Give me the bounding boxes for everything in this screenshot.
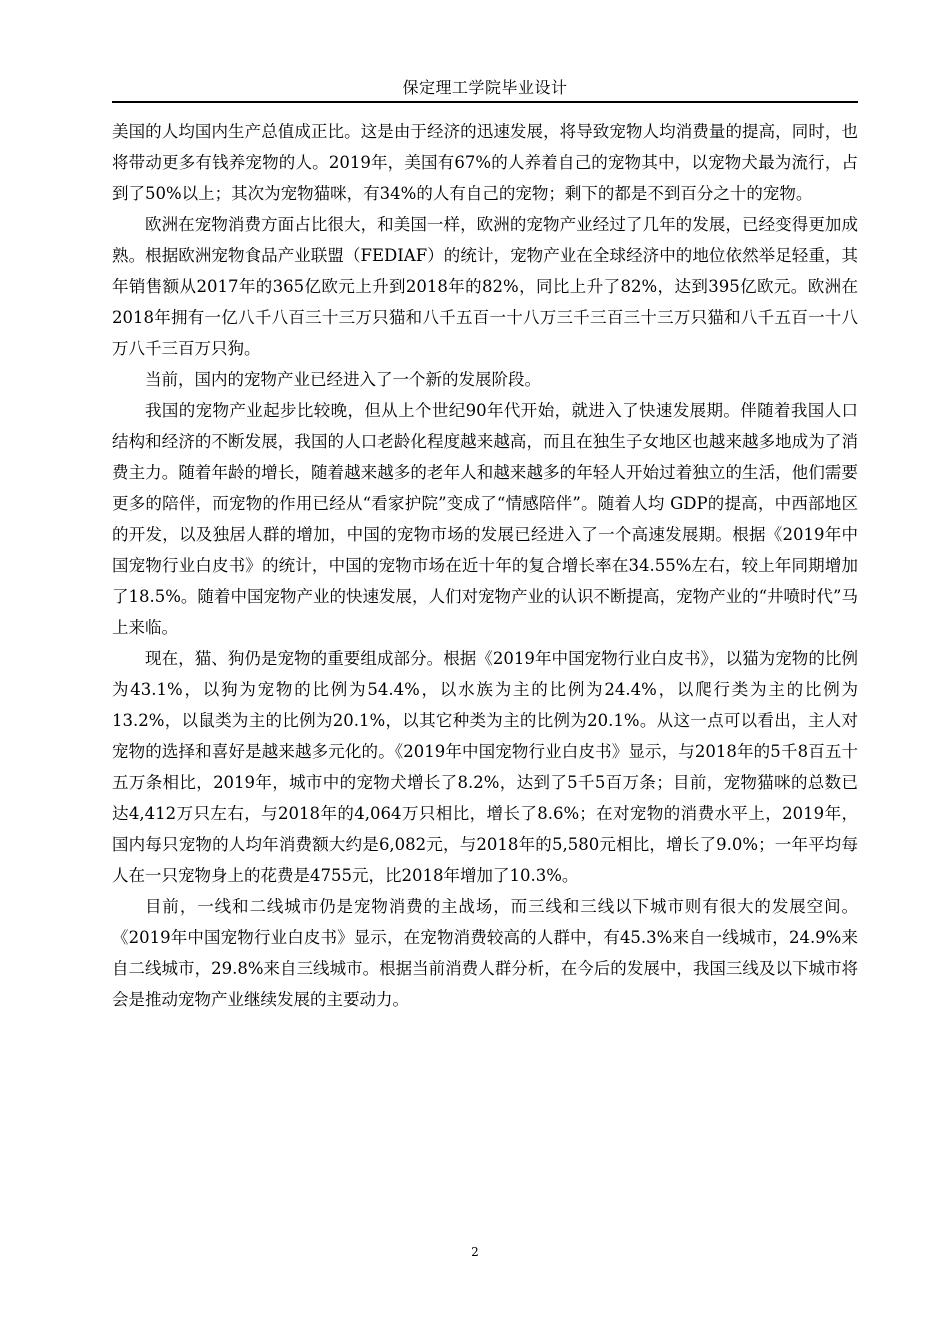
- paragraph-cats-dogs-statistics: 现在，猫、狗仍是宠物的重要组成部分。根据《2019年中国宠物行业白皮书》，以猫为宠物的比例为43.1%，以狗为宠物的比例为54.4%，以水族为主的比例为24.4%，以爬行类为主的比例为13.2%，以鼠类为主的比例为20.1%，以其它种类为主的比例为20.1%。从这一点可以看出，主人对宠物的选择和喜好是越来越多元化的。《2019年中国宠物行业白皮书》显示，与2018年的5千8百五十五万条相比，2019年，城市中的宠物犬增长了8.2%，达到了5千5百万条；目前，宠物猫咪的总数已达4,412万只左右，与2018年的4,064万只相比，增长了8.6%；在对宠物的消费水平上，2019年，国内每只宠物的人均年消费额大约是6,082元，与2018年的5,580元相比，增长了9.0%；一年平均每人在一只宠物身上的花费是4755元，比2018年增加了10.3%。: [112, 649, 858, 885]
- paragraph-china-development: 我国的宠物产业起步比较晚，但从上个世纪90年代开始，就进入了快速发展期。伴随着我国人口结构和经济的不断发展，我国的人口老龄化程度越来越高，而且在独生子女地区也越来越多地成为了消费主力。随着年龄的增长，随着越来越多的老年人和越来越多的年轻人开始过着独立的生活，他们需要更多的陪伴，而宠物的作用已经从“看家护院”变成了“情感陪伴”。随着人均 GDP的提高，中西部地区的开发，以及独居人群的增加，中国的宠物市场的发展已经进入了一个高速发展期。根据《2019年中国宠物行业白皮书》的统计，中国的宠物市场在近十年的复合增长率在34.55%左右，较上年同期增加了18.5%。随着中国宠物产业的快速发展，人们对宠物产业的认识不断提高，宠物产业的“井喷时代”马上来临。: [112, 401, 858, 637]
- page-header: 保定理工学院毕业设计: [402, 78, 568, 97]
- page-number: 2: [471, 1245, 479, 1259]
- document-body: [112, 116, 858, 1015]
- paragraph-us-pet-consumption: 美国的人均国内生产总值成正比。这是由于经济的迅速发展，将导致宠物人均消费量的提高，同时，也将带动更多有钱养宠物的人。2019年，美国有67%的人养着自己的宠物其中，以宠物犬最为流行，占到了50%以上；其次为宠物猫咪，有34%的人有自己的宠物；剩下的都是不到百分之十的宠物。: [112, 122, 858, 203]
- header-divider: [112, 101, 858, 103]
- paragraph-domestic-stage: 当前，国内的宠物产业已经进入了一个新的发展阶段。: [145, 370, 541, 389]
- paragraph-europe-pet-industry: 欧洲在宠物消费方面占比很大，和美国一样，欧洲的宠物产业经过了几年的发展，已经变得更加成熟。根据欧洲宠物食品产业联盟（FEDIAF）的统计，宠物产业在全球经济中的地位依然举足轻重，其年销售额从2017年的365亿欧元上升到2018年的82%，同比上升了82%，达到395亿欧元。欧洲在2018年拥有一亿八千八百三十三万只猫和八千五百一十八万三千三百三十三万只猫和八千五百一十八万八千三百万只狗。: [112, 215, 858, 358]
- paragraph-city-tiers: 目前，一线和二线城市仍是宠物消费的主战场，而三线和三线以下城市则有很大的发展空间。《2019年中国宠物行业白皮书》显示，在宠物消费较高的人群中，有45.3%来自一线城市，24.9%来自二线城市，29.8%来自三线城市。根据当前消费人群分析，在今后的发展中，我国三线及以下城市将会是推动宠物产业继续发展的主要动力。: [112, 897, 858, 1009]
